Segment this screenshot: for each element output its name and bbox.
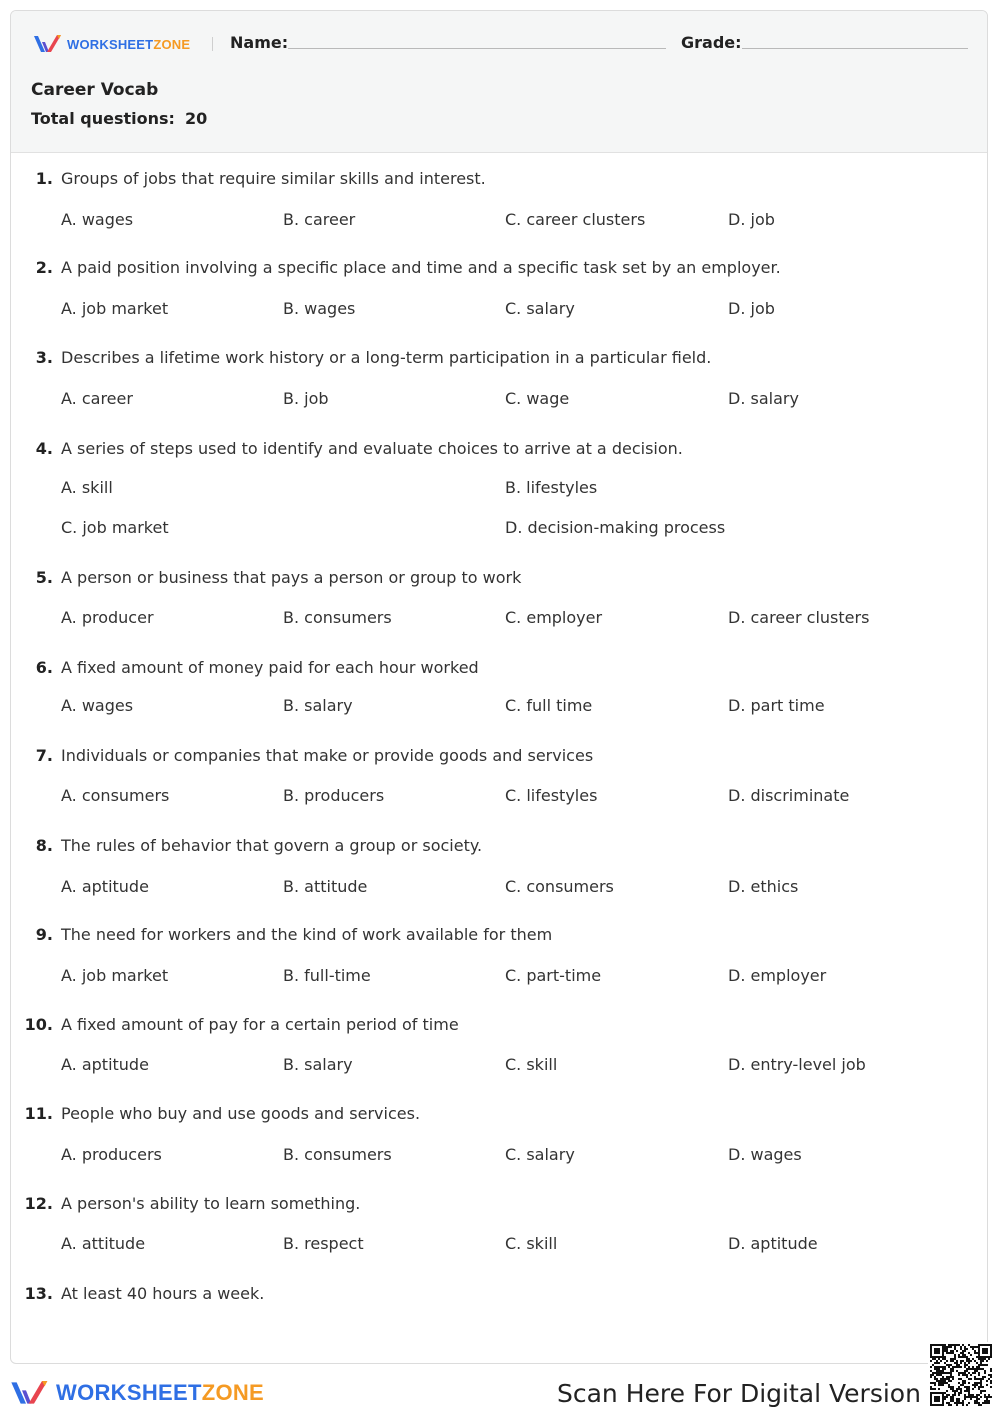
- scan-text: Scan Here For Digital Version: [557, 1379, 921, 1408]
- answer-option[interactable]: A. career: [61, 389, 133, 408]
- answer-option[interactable]: C. salary: [505, 1145, 575, 1164]
- answer-option[interactable]: D. entry-level job: [728, 1055, 866, 1074]
- question-text: Individuals or companies that make or provide goods and services: [61, 746, 594, 765]
- answer-option[interactable]: B. consumers: [283, 608, 392, 627]
- question-number: 6.: [35, 658, 53, 677]
- question-text: Groups of jobs that require similar skills and interest.: [61, 169, 486, 188]
- answer-option[interactable]: D. wages: [728, 1145, 802, 1164]
- header-divider: [212, 37, 213, 51]
- answer-option[interactable]: C. skill: [505, 1234, 558, 1253]
- question-number: 11.: [24, 1104, 53, 1123]
- question-number: 12.: [24, 1194, 53, 1213]
- question-text: A fixed amount of pay for a certain period of time: [61, 1015, 459, 1034]
- name-label: Name:: [230, 33, 289, 52]
- question-text: The rules of behavior that govern a group or society.: [61, 836, 483, 855]
- question-number: 5.: [35, 568, 53, 587]
- answer-option[interactable]: C. salary: [505, 299, 575, 318]
- question-number: 7.: [35, 746, 53, 765]
- answer-option[interactable]: C. lifestyles: [505, 786, 598, 805]
- question-text: People who buy and use goods and services.: [61, 1104, 421, 1123]
- brand-word-1: WORKSHEET: [67, 36, 154, 52]
- answer-option[interactable]: D. job: [728, 210, 775, 229]
- answer-option[interactable]: C. full time: [505, 696, 593, 715]
- answer-option[interactable]: D. decision-making process: [505, 518, 726, 537]
- total-questions: [31, 109, 207, 128]
- answer-option[interactable]: C. employer: [505, 608, 603, 627]
- answer-option[interactable]: B. salary: [283, 1055, 353, 1074]
- question-text: The need for workers and the kind of work available for them: [61, 925, 553, 944]
- footer-brand-word-2: ZONE: [201, 1380, 265, 1405]
- answer-option[interactable]: B. wages: [283, 299, 356, 318]
- question-number: 8.: [35, 836, 53, 855]
- grade-field[interactable]: [742, 48, 968, 49]
- answer-option[interactable]: A. job market: [61, 966, 169, 985]
- answer-option[interactable]: B. attitude: [283, 877, 368, 896]
- worksheet-title: Career Vocab: [31, 80, 159, 100]
- answer-option[interactable]: D. aptitude: [728, 1234, 818, 1253]
- question-number: 9.: [35, 925, 53, 944]
- footer-brand-name: [56, 1380, 264, 1406]
- question-number: 3.: [35, 348, 53, 367]
- answer-option[interactable]: A. producer: [61, 608, 154, 627]
- answer-option[interactable]: A. wages: [61, 696, 134, 715]
- answer-option[interactable]: B. respect: [283, 1234, 364, 1253]
- question-number: 13.: [24, 1284, 53, 1303]
- question-number: 1.: [35, 169, 53, 188]
- answer-option[interactable]: C. career clusters: [505, 210, 646, 229]
- answer-option[interactable]: D. ethics: [728, 877, 799, 896]
- answer-option[interactable]: B. career: [283, 210, 356, 229]
- brand-name: [67, 37, 190, 52]
- question-text: A series of steps used to identify and evaluate choices to arrive at a decision.: [61, 439, 683, 458]
- footer-brand-logo: [10, 1377, 264, 1409]
- answer-option[interactable]: D. job: [728, 299, 775, 318]
- answer-option[interactable]: A. attitude: [61, 1234, 146, 1253]
- answer-option[interactable]: C. job market: [61, 518, 169, 537]
- answer-option[interactable]: C. skill: [505, 1055, 558, 1074]
- answer-option[interactable]: C. consumers: [505, 877, 614, 896]
- answer-option[interactable]: B. salary: [283, 696, 353, 715]
- total-questions-value: 20: [184, 109, 208, 128]
- worksheet-zone-logo-icon: [10, 1377, 50, 1409]
- brand-word-2: ZONE: [153, 36, 191, 52]
- question-text: A person's ability to learn something.: [61, 1194, 361, 1213]
- answer-option[interactable]: D. employer: [728, 966, 827, 985]
- answer-option[interactable]: D. part time: [728, 696, 825, 715]
- answer-option[interactable]: A. wages: [61, 210, 134, 229]
- answer-option[interactable]: D. discriminate: [728, 786, 850, 805]
- worksheet-header: [11, 11, 987, 153]
- answer-option[interactable]: B. full-time: [283, 966, 371, 985]
- answer-option[interactable]: A. producers: [61, 1145, 162, 1164]
- answer-option[interactable]: B. job: [283, 389, 329, 408]
- answer-option[interactable]: B. lifestyles: [505, 478, 598, 497]
- answer-option[interactable]: A. consumers: [61, 786, 170, 805]
- qr-code-icon[interactable]: [928, 1342, 994, 1408]
- total-questions-label: Total questions:: [31, 109, 175, 128]
- brand-logo: [33, 33, 190, 55]
- answer-option[interactable]: A. skill: [61, 478, 113, 497]
- worksheet-page: [10, 10, 988, 1364]
- question-text: At least 40 hours a week.: [61, 1284, 265, 1303]
- answer-option[interactable]: C. wage: [505, 389, 570, 408]
- question-number: 4.: [35, 439, 53, 458]
- answer-option[interactable]: A. job market: [61, 299, 169, 318]
- question-text: A fixed amount of money paid for each hour worked: [61, 658, 479, 677]
- grade-label: Grade:: [681, 33, 742, 52]
- question-text: A paid position involving a specific place and time and a specific task set by an employer.: [61, 258, 781, 277]
- question-text: Describes a lifetime work history or a long-term participation in a particular field.: [61, 348, 712, 367]
- answer-option[interactable]: D. career clusters: [728, 608, 870, 627]
- name-field[interactable]: [288, 48, 666, 49]
- answer-option[interactable]: A. aptitude: [61, 877, 149, 896]
- answer-option[interactable]: B. consumers: [283, 1145, 392, 1164]
- footer-brand-word-1: WORKSHEET: [56, 1380, 202, 1405]
- question-text: A person or business that pays a person or group to work: [61, 568, 522, 587]
- worksheet-zone-logo-icon: [33, 33, 63, 55]
- answer-option[interactable]: B. producers: [283, 786, 385, 805]
- question-number: 10.: [24, 1015, 53, 1034]
- answer-option[interactable]: C. part-time: [505, 966, 602, 985]
- question-number: 2.: [35, 258, 53, 277]
- answer-option[interactable]: A. aptitude: [61, 1055, 149, 1074]
- answer-option[interactable]: D. salary: [728, 389, 799, 408]
